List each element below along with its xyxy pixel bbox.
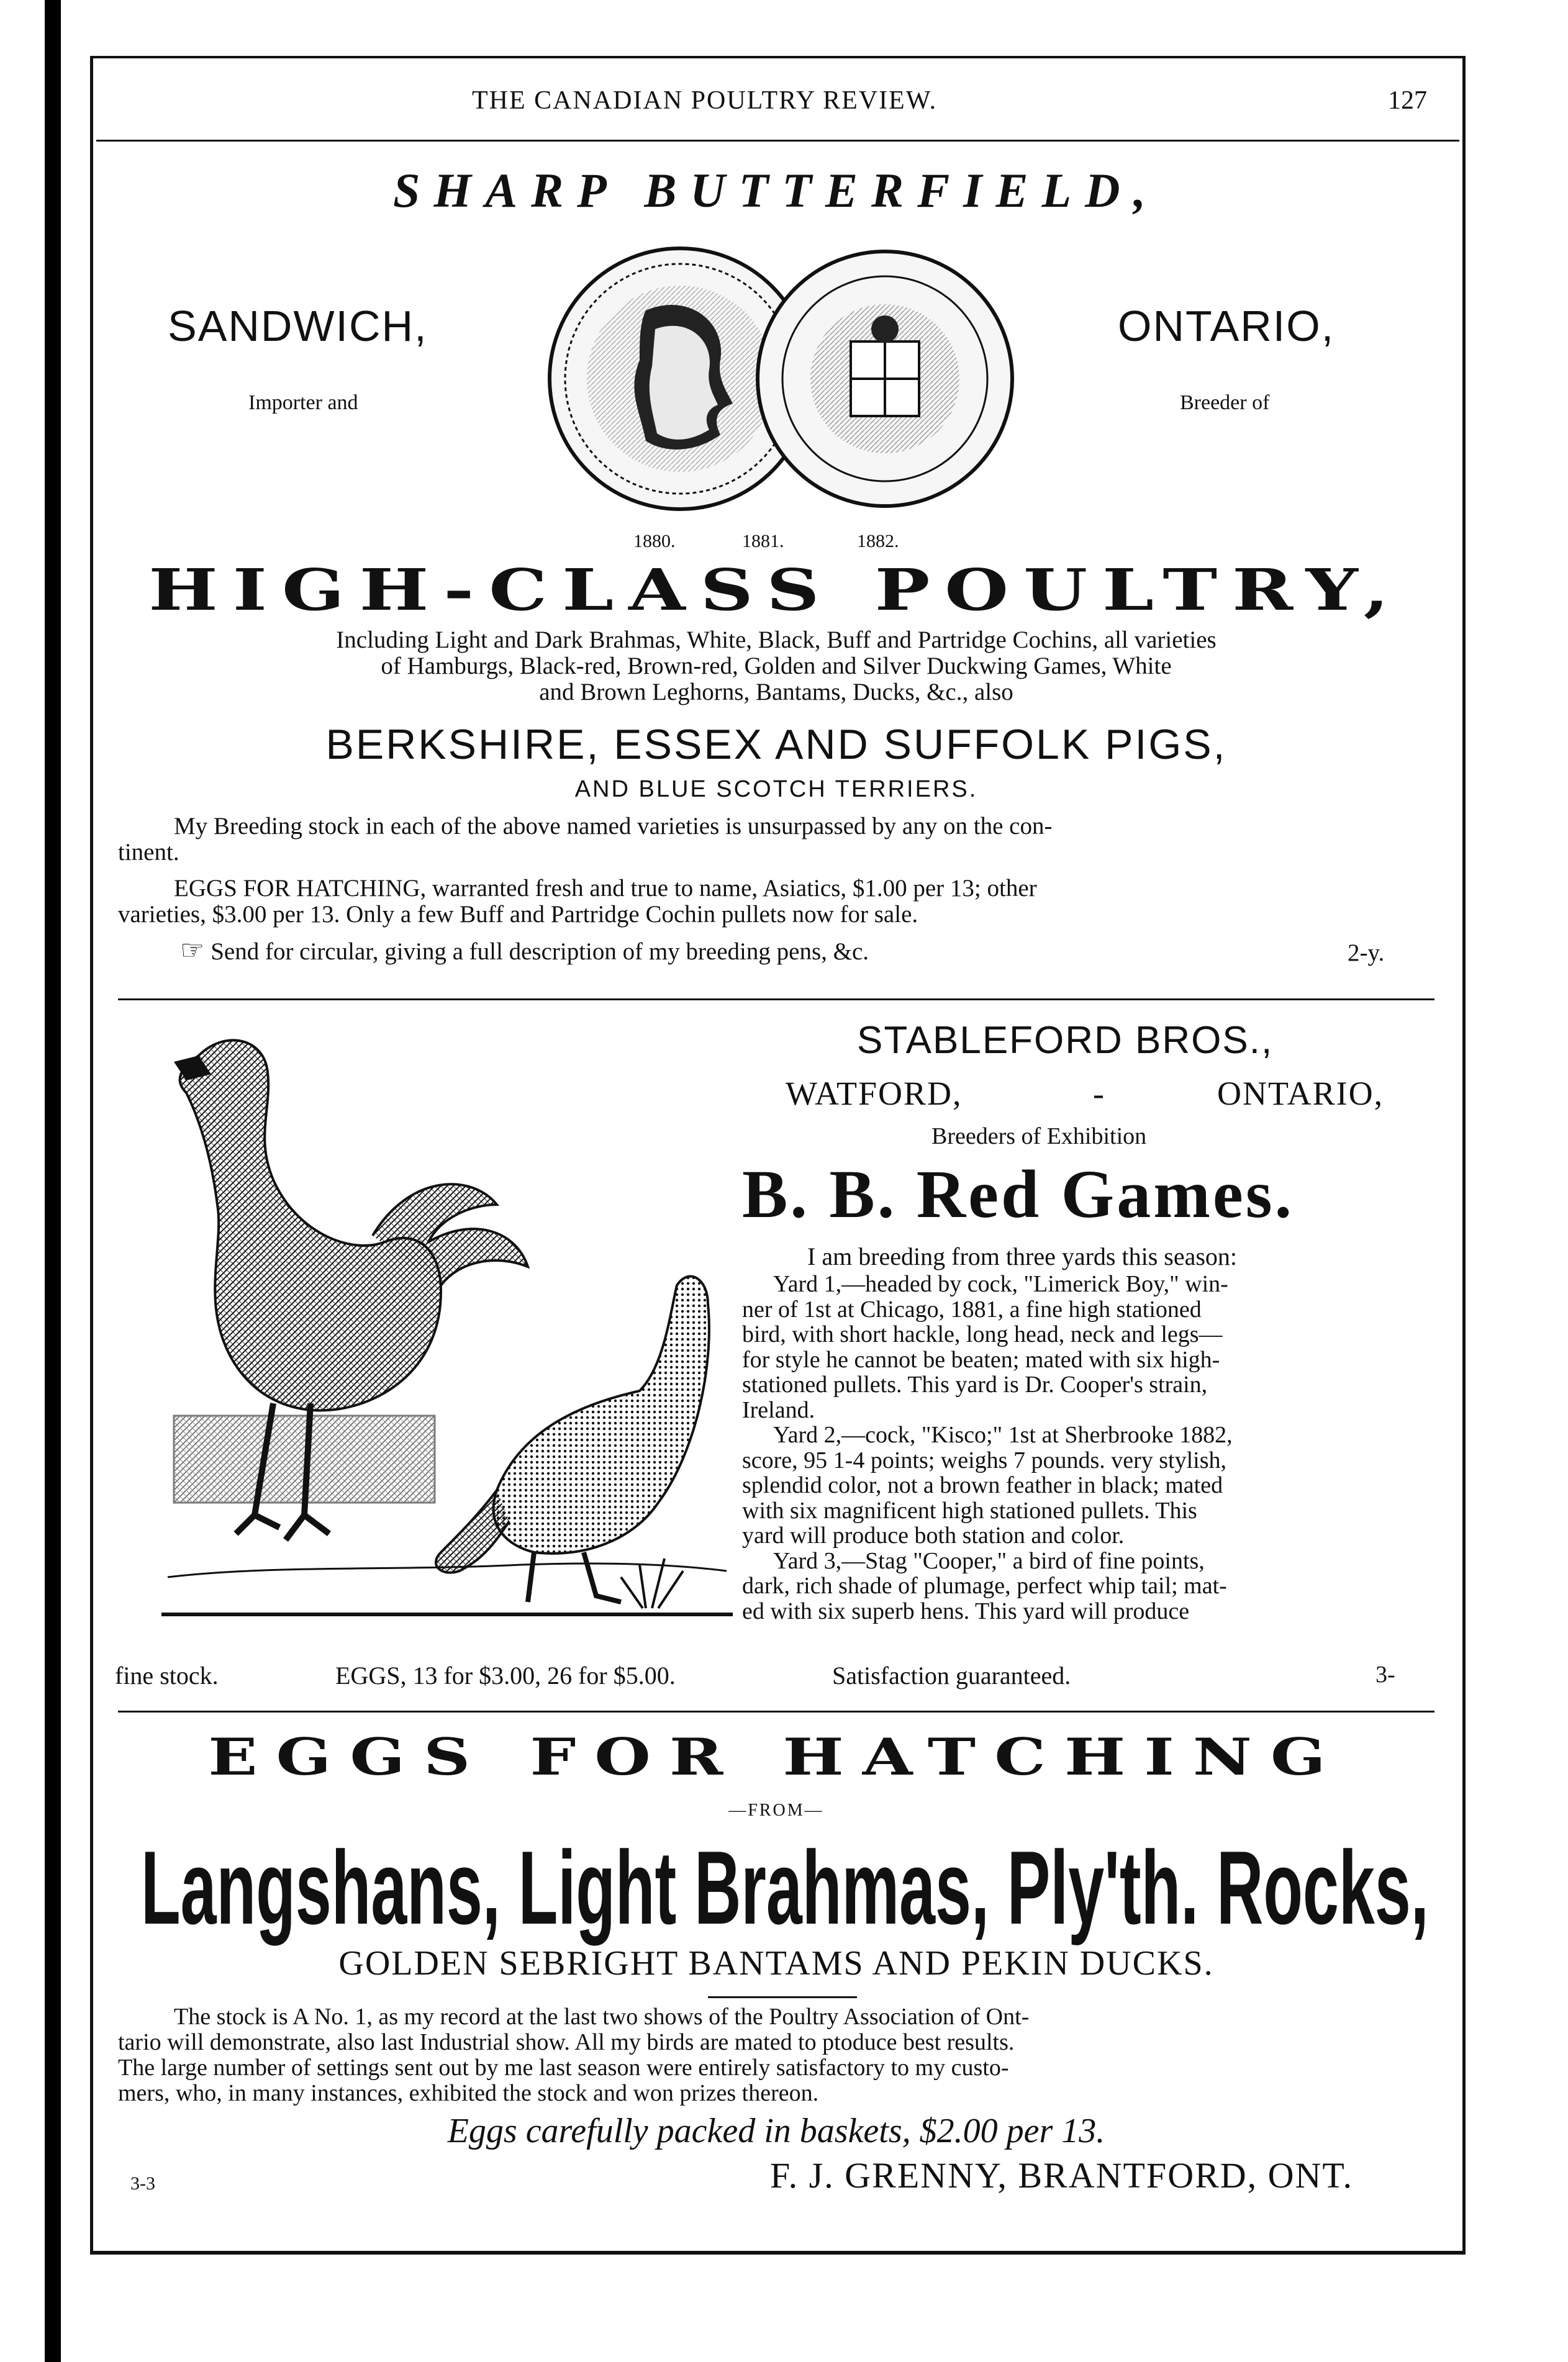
frame-right — [1462, 56, 1466, 2254]
footer-satisfaction: Satisfaction guaranteed. — [832, 1662, 1071, 1690]
role-right: Breeder of — [1180, 391, 1270, 414]
medal-right — [758, 251, 1012, 506]
yards-line: stationed pullets. This yard is Dr. Cooper's strain, — [742, 1372, 1208, 1398]
page-number: 127 — [1388, 86, 1427, 115]
medal-icon — [546, 236, 1018, 528]
yards-body — [742, 1272, 1434, 1624]
varieties-line: and Brown Leghorns, Bantams, Ducks, &c., also — [539, 679, 1013, 705]
advertiser-province: ONTARIO, — [1118, 302, 1335, 350]
yards-line: splendid color, not a brown feather in black; mated — [742, 1472, 1223, 1498]
headline-eggs-for-hatching: EGGS FOR HATCHING — [208, 1727, 1344, 1787]
advertiser-town: SANDWICH, — [168, 302, 428, 350]
role-left: Importer and — [248, 391, 358, 414]
pointing-hand-icon: ☞ — [180, 934, 205, 966]
yards-line: yard will produce both station and color. — [742, 1523, 1125, 1549]
medal-year-1: 1880. — [633, 531, 676, 551]
headline-high-class-poultry: HIGH-CLASS POULTRY, — [148, 556, 1404, 623]
eggs-line: EGGS FOR HATCHING, warranted fresh and true to name, Asiatics, $1.00 per 13; other — [174, 875, 1037, 902]
grenny-body — [118, 2004, 1434, 2106]
footer-fine-stock: fine stock. — [115, 1662, 219, 1690]
varieties-line: of Hamburgs, Black-red, Brown-red, Golden and Silver Duckwing Games, White — [381, 653, 1172, 679]
yards-line: for style he cannot be beaten; mated with six high- — [742, 1346, 1220, 1373]
yards-line: bird, with short hackle, long head, neck and legs— — [742, 1321, 1223, 1347]
grenny-line: mers, who, in many instances, exhibited the stock and won prizes thereon. — [118, 2080, 819, 2106]
advertiser-name-2: STABLEFORD BROS., — [857, 1019, 1274, 1062]
eggs-paragraph — [118, 876, 1434, 928]
yards-line: Yard 2,—cock, "Kisco;" 1st at Sherbrooke 1882, — [773, 1422, 1233, 1448]
frame-top — [90, 56, 1466, 58]
header-rule — [96, 140, 1459, 142]
varieties-line: Including Light and Dark Brahmas, White, Black, Buff and Partridge Cochins, all varieties — [336, 627, 1217, 653]
breeds-headline: Langshans, Light Brahmas, Ply'th. Rocks, — [141, 1829, 1429, 1946]
signature: F. J. GRENNY, BRANTFORD, ONT. — [770, 2155, 1354, 2196]
frame-left — [90, 56, 93, 2254]
terriers-heading: AND BLUE SCOTCH TERRIERS. — [574, 776, 978, 802]
ad2-code: 3- — [1375, 1662, 1395, 1688]
headline-red-games: B. B. Red Games. — [742, 1156, 1294, 1232]
circular-text: Send for circular, giving a full description of my breeding pens, &c. — [211, 938, 869, 965]
grenny-line: tario will demonstrate, also last Industrial show. All my birds are mated to ptoduce best results. — [118, 2029, 1015, 2055]
yards-line: ner of 1st at Chicago, 1881, a fine high stationed — [742, 1296, 1202, 1323]
yards-line: Ireland. — [742, 1396, 815, 1423]
advertiser-province-2: ONTARIO, — [1217, 1075, 1384, 1112]
advertiser-name: SHARP BUTTERFIELD, — [393, 163, 1159, 217]
breeding-line: tinent. — [118, 839, 179, 866]
breeding-line: My Breeding stock in each of the above named varieties is unsurpassed by any on the con- — [174, 813, 1053, 839]
frame-bottom — [90, 2251, 1466, 2255]
grenny-line: The stock is A No. 1, as my record at the last two shows of the Poultry Association of Ont- — [174, 2004, 1030, 2030]
ad3-code: 3-3 — [130, 2173, 155, 2194]
pigs-heading: BERKSHIRE, ESSEX AND SUFFOLK PIGS, — [325, 721, 1227, 768]
from-label: —FROM— — [728, 1801, 824, 1820]
page-binding-edge — [45, 0, 61, 2362]
yards-line: Yard 1,—headed by cock, "Limerick Boy," win- — [773, 1271, 1228, 1297]
medal-year-3: 1882. — [857, 531, 899, 551]
footer-eggs-prices: EGGS, 13 for $3.00, 26 for $5.00. — [335, 1662, 676, 1690]
dash-separator: - — [1093, 1075, 1104, 1112]
price-line: Eggs carefully packed in baskets, $2.00 per 13. — [447, 2112, 1105, 2150]
divider-2 — [118, 1711, 1434, 1713]
ad1-code: 2-y. — [1348, 939, 1385, 966]
breeders-of-label: Breeders of Exhibition — [931, 1123, 1147, 1149]
varieties-list — [118, 627, 1434, 705]
running-title: THE CANADIAN POULTRY REVIEW. — [472, 86, 937, 115]
breeds-subheading: GOLDEN SEBRIGHT BANTAMS AND PEKIN DUCKS. — [338, 1944, 1214, 1983]
advertiser-town-2: WATFORD, — [786, 1075, 963, 1112]
gamecock-illustration — [149, 1018, 739, 1645]
divider-1 — [118, 998, 1434, 1000]
breeding-paragraph — [118, 813, 1434, 866]
grenny-line: The large number of settings sent out by me last season were entirely satisfactory to my custo- — [118, 2055, 1009, 2081]
yards-line: score, 95 1-4 points; weighs 7 pounds. very stylish, — [742, 1447, 1227, 1473]
circular-line — [180, 934, 869, 966]
yards-intro: I am breeding from three yards this season: — [807, 1242, 1238, 1270]
yards-line: ed with six superb hens. This yard will produce — [742, 1598, 1190, 1624]
yards-line: with six magnificent high stationed pullets. This — [742, 1497, 1197, 1524]
yards-line: Yard 3,—Stag "Cooper," a bird of fine points, — [773, 1547, 1205, 1574]
short-divider — [708, 1996, 857, 1998]
yards-line: dark, rich shade of plumage, perfect whip tail; mat- — [742, 1573, 1227, 1599]
medal-year-2: 1881. — [742, 531, 784, 551]
eggs-line: varieties, $3.00 per 13. Only a few Buff and Partridge Cochin pullets now for sale. — [118, 901, 918, 928]
